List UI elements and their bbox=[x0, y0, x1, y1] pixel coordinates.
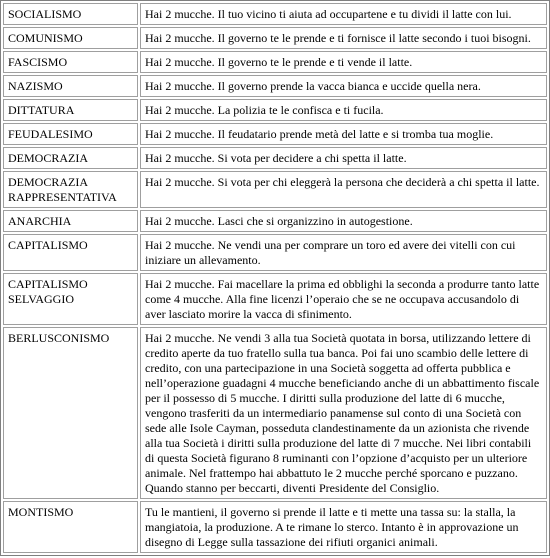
row-term: FASCISMO bbox=[3, 51, 138, 73]
row-term: DITTATURA bbox=[3, 99, 138, 121]
row-definition: Hai 2 mucche. Il feudatario prende metà del latte e si tromba tua moglie. bbox=[140, 123, 547, 145]
row-definition: Hai 2 mucche. Il governo te le prende e ti fornisce il latte secondo i tuoi bisogni. bbox=[140, 27, 547, 49]
row-term: BERLUSCONISMO bbox=[3, 327, 138, 499]
table-row bbox=[3, 27, 547, 49]
table-row bbox=[3, 234, 547, 271]
row-term: FEUDALESIMO bbox=[3, 123, 138, 145]
table-body bbox=[3, 3, 547, 553]
row-term: CAPITALISMO SELVAGGIO bbox=[3, 273, 138, 325]
row-definition: Hai 2 mucche. Il governo te le prende e ti vende il latte. bbox=[140, 51, 547, 73]
row-term: SOCIALISMO bbox=[3, 3, 138, 25]
row-definition: Hai 2 mucche. Il tuo vicino ti aiuta ad occupartene e tu dividi il latte con lui. bbox=[140, 3, 547, 25]
row-term: MONTISMO bbox=[3, 501, 138, 553]
row-definition: Hai 2 mucche. Si vota per decidere a chi spetta il latte. bbox=[140, 147, 547, 169]
row-definition: Tu le mantieni, il governo si prende il latte e ti mette una tassa su: la stalla, la mangiatoia, la produzione. A te rimane lo sterco. Intanto è in approvazione un disegno di Legge sulla tassazione dei rifiuti organici animali. bbox=[140, 501, 547, 553]
table-row bbox=[3, 501, 547, 553]
table-row bbox=[3, 171, 547, 208]
table-row bbox=[3, 99, 547, 121]
table-row bbox=[3, 75, 547, 97]
row-definition: Hai 2 mucche. Ne vendi 3 alla tua Società quotata in borsa, utilizzando lettere di credito aperte da tuo fratello sulla tua banca. Poi fai uno scambio delle lettere di credito, con una partecipazione in una Società soggetta ad offerta pubblica e nell’operazione guadagni 4 mucche beneficiando anche di un abbattimento fiscale per il possesso di 5 mucche. I diritti sulla produzione del latte di 6 mucche, vengono trasferiti da un intermediario panamense sul conto di una Società con sede alle Isole Cayman, posseduta clandestinamente da un azionista che rivende alla tua Società i diritti sulla produzione del latte di 7 mucche. Nei libri contabili di questa Società figurano 8 ruminanti con l’opzione d’acquisto per un ulteriore animale. Nel frattempo hai abbattuto le 2 mucche perché sporcano e puzzano. Quando stanno per beccarti, diventi Presidente del Consiglio. bbox=[140, 327, 547, 499]
table-row bbox=[3, 327, 547, 499]
row-term: COMUNISMO bbox=[3, 27, 138, 49]
table-row bbox=[3, 3, 547, 25]
row-term: DEMOCRAZIA bbox=[3, 147, 138, 169]
row-term: NAZISMO bbox=[3, 75, 138, 97]
row-definition: Hai 2 mucche. Si vota per chi eleggerà la persona che deciderà a chi spetta il latte. bbox=[140, 171, 547, 208]
row-definition: Hai 2 mucche. Fai macellare la prima ed obblighi la seconda a produrre tanto latte come 4 mucche. Alla fine licenzi l’operaio che se ne occupava accusandolo di aver lasciato morire la vacca di sfinimento. bbox=[140, 273, 547, 325]
table-row bbox=[3, 210, 547, 232]
table-row bbox=[3, 273, 547, 325]
row-term: DEMOCRAZIA RAPPRESENTATIVA bbox=[3, 171, 138, 208]
table-row bbox=[3, 147, 547, 169]
row-definition: Hai 2 mucche. La polizia te le confisca e ti fucila. bbox=[140, 99, 547, 121]
table-row bbox=[3, 123, 547, 145]
row-term: CAPITALISMO bbox=[3, 234, 138, 271]
table-row bbox=[3, 51, 547, 73]
row-definition: Hai 2 mucche. Lasci che si organizzino in autogestione. bbox=[140, 210, 547, 232]
row-definition: Hai 2 mucche. Il governo prende la vacca bianca e uccide quella nera. bbox=[140, 75, 547, 97]
row-definition: Hai 2 mucche. Ne vendi una per comprare un toro ed avere dei vitelli con cui iniziare un allevamento. bbox=[140, 234, 547, 271]
row-term: ANARCHIA bbox=[3, 210, 138, 232]
